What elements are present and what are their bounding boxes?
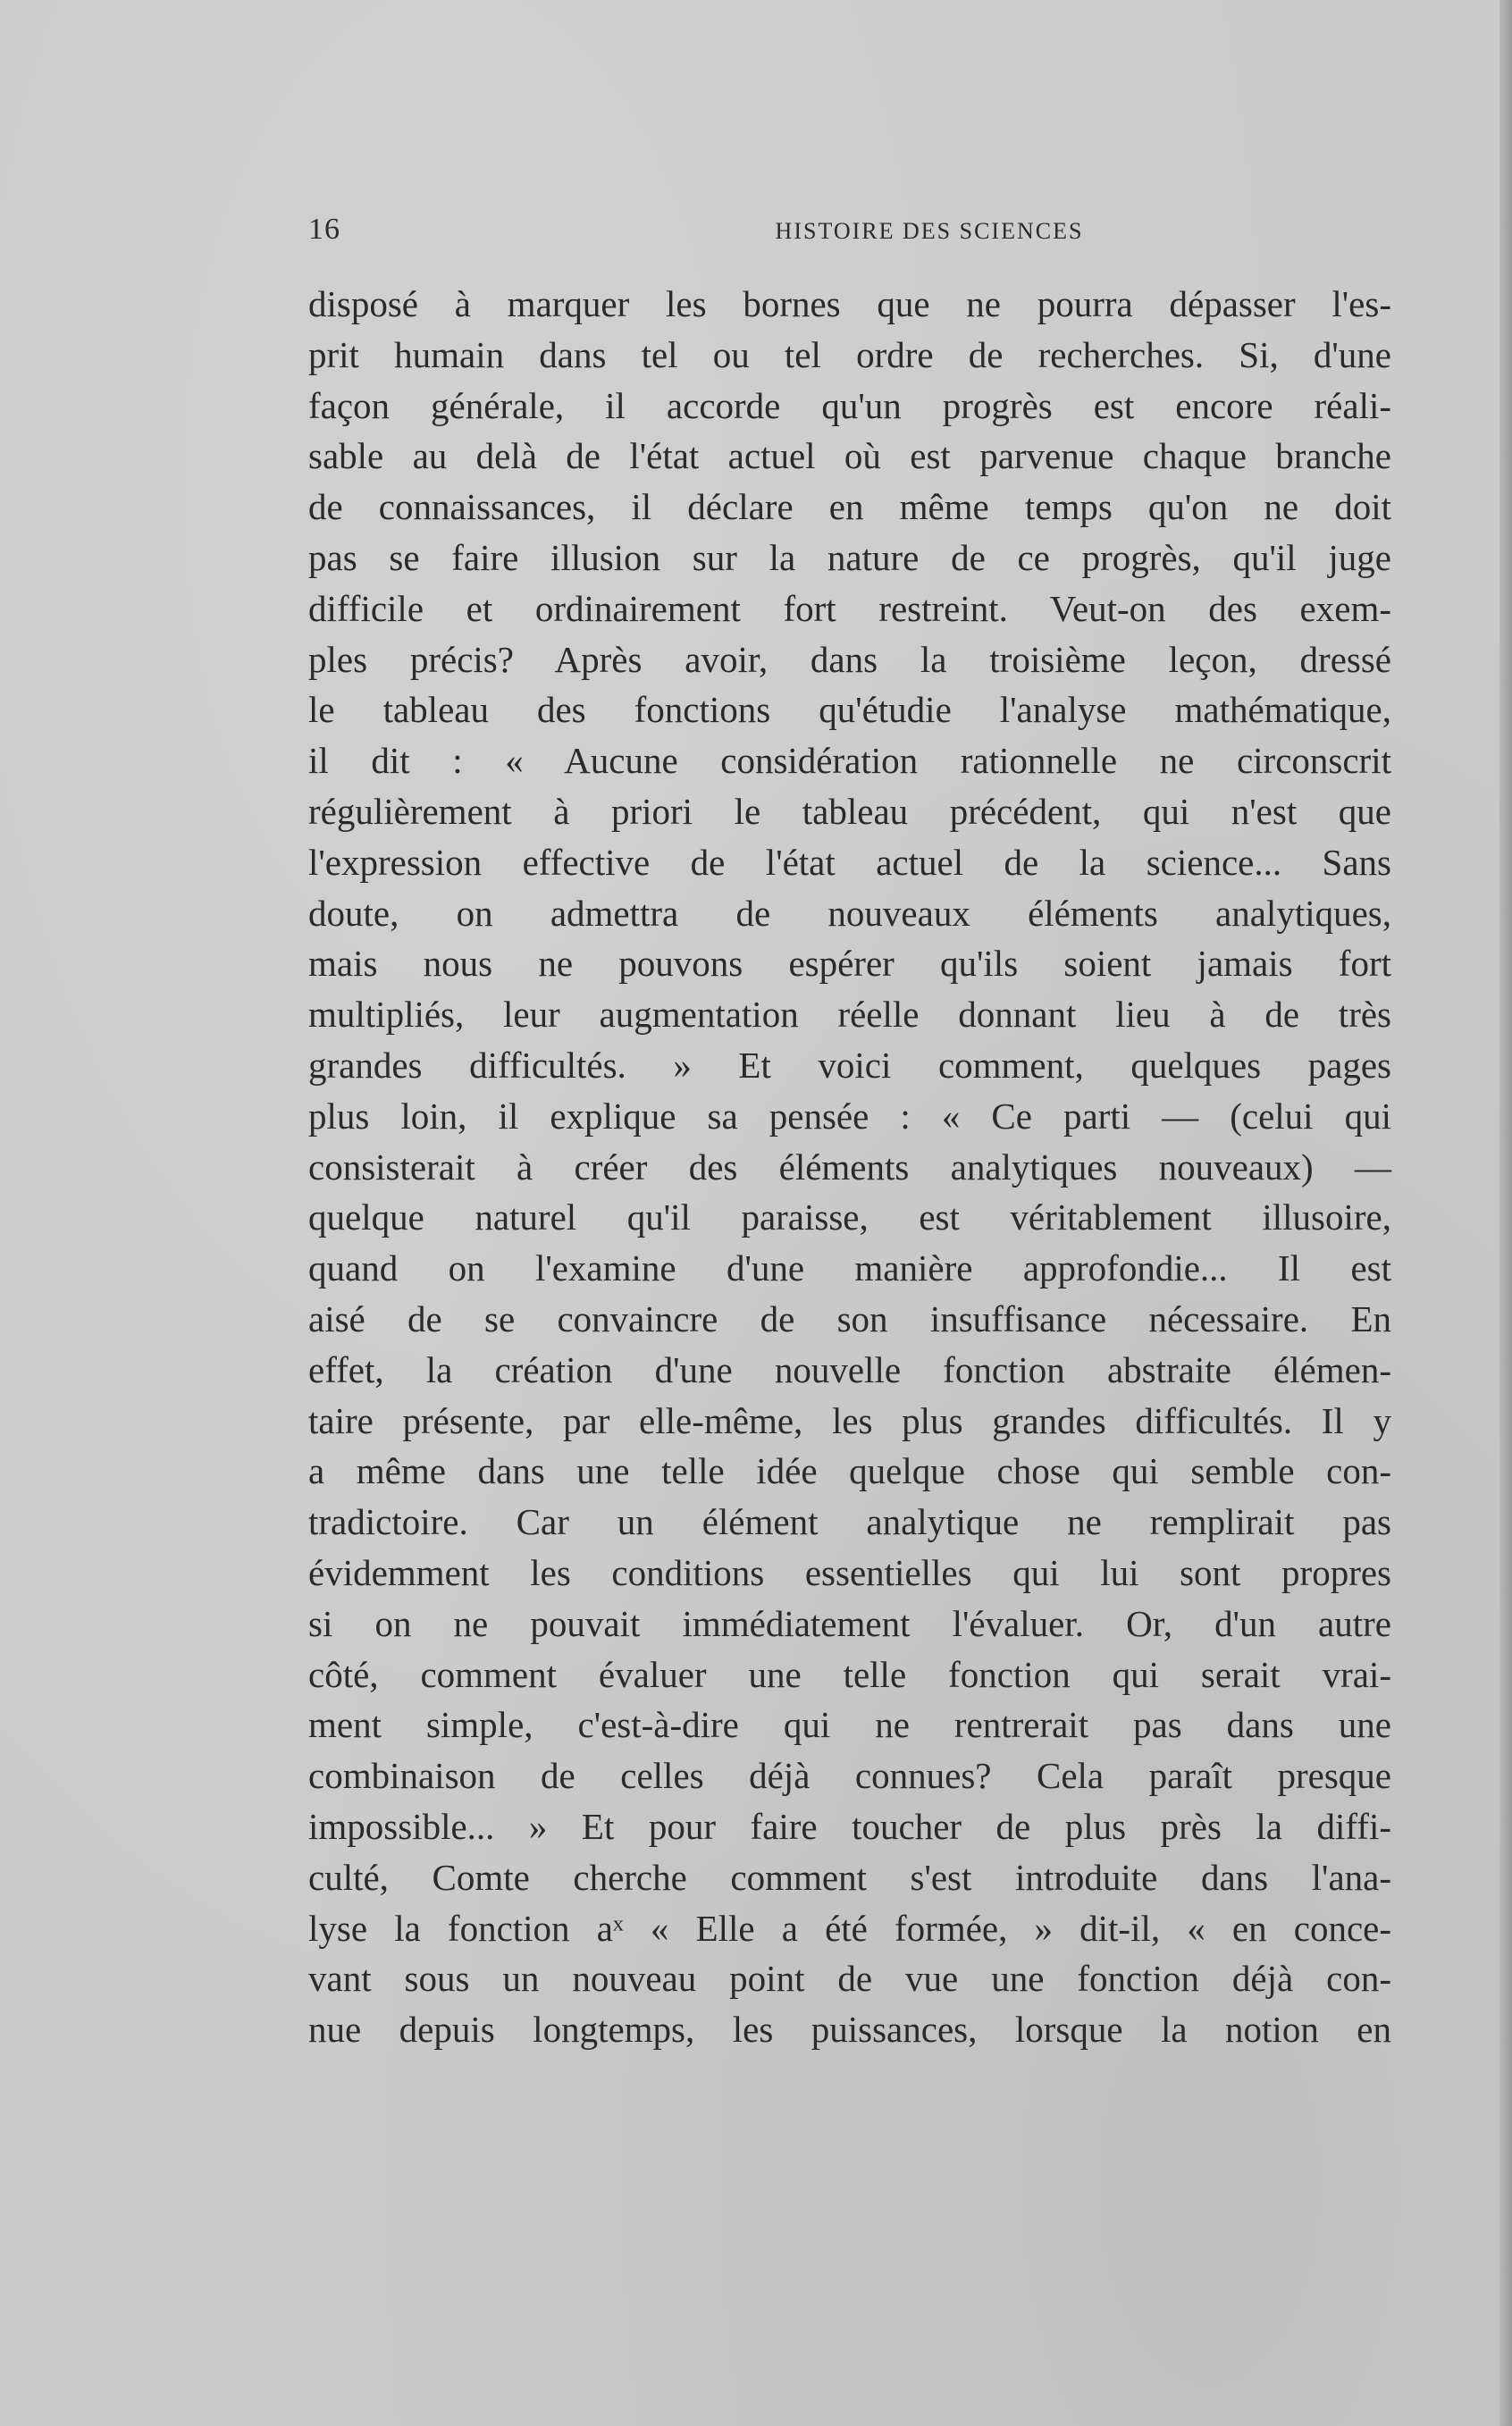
text-line: il dit : « Aucune considération rationnelle ne circonscrit [308, 740, 1391, 782]
text-line: taire présente, par elle-même, les plus grandes difficultés. Il y [308, 1399, 1391, 1441]
text-line: prit humain dans tel ou tel ordre de recherches. Si, d'une [308, 333, 1391, 375]
page-header [308, 213, 1390, 252]
text-line: évidemment les conditions essentielles qui lui sont propres [308, 1551, 1391, 1593]
running-title: HISTOIRE DES SCIENCES [775, 218, 1084, 244]
text-line: quand on l'examine d'une manière approfondie... Il est [308, 1247, 1391, 1289]
text-line: impossible... » Et pour faire toucher de plus près la diffi- [308, 1805, 1391, 1847]
text-line: ples précis? Après avoir, dans la troisième leçon, dressé [308, 638, 1391, 680]
text-line: a même dans une telle idée quelque chose qui semble con- [308, 1450, 1391, 1492]
page-edge-shadow [1499, 0, 1512, 2426]
text-line: disposé à marquer les bornes que ne pourra dépasser l'es- [308, 283, 1391, 324]
text-line: sable au delà de l'état actuel où est parvenue chaque branche [308, 435, 1391, 477]
text-line: tradictoire. Car un élément analytique ne remplirait pas [308, 1501, 1391, 1543]
text-line: nue depuis longtemps, les puissances, lorsque la notion en [308, 2009, 1391, 2051]
text-line: pas se faire illusion sur la nature de ce progrès, qu'il juge [308, 536, 1391, 578]
text-line: côté, comment évaluer une telle fonction qui serait vrai- [308, 1653, 1391, 1695]
text-line: vant sous un nouveau point de vue une fonction déjà con- [308, 1958, 1391, 2000]
text-line: combinaison de celles déjà connues? Cela paraît presque [308, 1755, 1391, 1797]
text-line: mais nous ne pouvons espérer qu'ils soient jamais fort [308, 943, 1391, 985]
text-line: façon générale, il accorde qu'un progrès est encore réali- [308, 384, 1391, 426]
text-line: lyse la fonction aˣ « Elle a été formée, » dit-il, « en conce- [308, 1907, 1391, 1949]
text-line: si on ne pouvait immédiatement l'évaluer. Or, d'un autre [308, 1602, 1391, 1644]
text-line: quelque naturel qu'il paraisse, est véritablement illusoire, [308, 1196, 1391, 1238]
text-line: consisterait à créer des éléments analytiques nouveaux) — [308, 1146, 1391, 1188]
text-line: plus loin, il explique sa pensée : « Ce parti — (celui qui [308, 1095, 1391, 1137]
text-line: l'expression effective de l'état actuel de la science... Sans [308, 841, 1391, 883]
text-line: le tableau des fonctions qu'étudie l'analyse mathématique, [308, 689, 1391, 731]
text-line: de connaissances, il déclare en même temps qu'on ne doit [308, 486, 1391, 528]
text-line: difficile et ordinairement fort restreint. Veut-on des exem- [308, 587, 1391, 629]
text-line: multipliés, leur augmentation réelle donnant lieu à de très [308, 994, 1391, 1036]
text-line: régulièrement à priori le tableau précédent, qui n'est que [308, 790, 1391, 832]
body-text [308, 279, 1391, 2055]
text-line: effet, la création d'une nouvelle fonction abstraite élémen- [308, 1348, 1391, 1390]
text-line: doute, on admettra de nouveaux éléments analytiques, [308, 892, 1391, 934]
text-line: grandes difficultés. » Et voici comment, quelques pages [308, 1044, 1391, 1086]
text-line: ment simple, c'est-à-dire qui ne rentrerait pas dans une [308, 1704, 1391, 1746]
text-line: aisé de se convaincre de son insuffisance nécessaire. En [308, 1297, 1391, 1339]
text-line: culté, Comte cherche comment s'est introduite dans l'ana- [308, 1856, 1391, 1898]
page-number: 16 [308, 213, 340, 246]
